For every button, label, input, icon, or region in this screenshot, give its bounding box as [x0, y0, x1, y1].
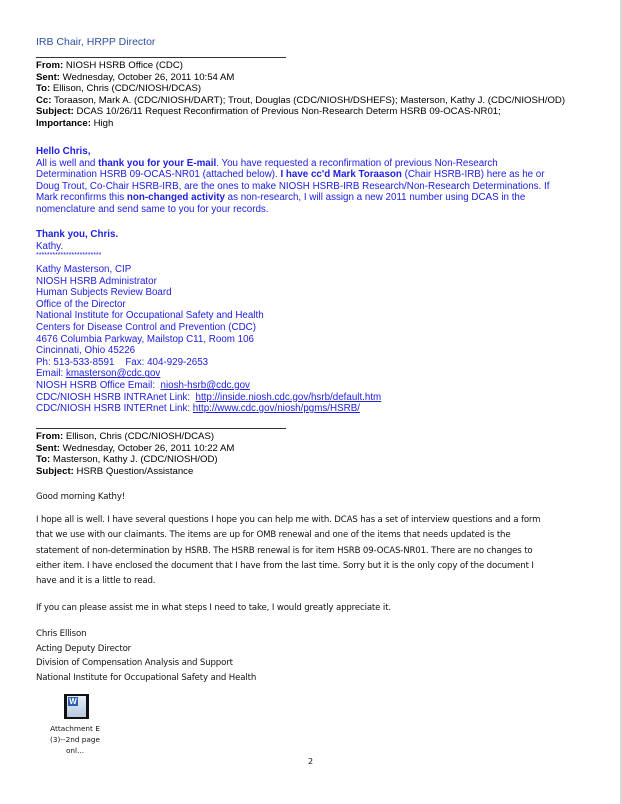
intranet-link[interactable]: http://inside.niosh.cdc.gov/hsrb/default.htm — [195, 391, 382, 403]
attachment-label[interactable] — [40, 723, 110, 756]
signature-line: National Institute for Occupational Safety and Health — [36, 310, 264, 322]
body-text: (Chair HSRB-IRB) here as he or — [401, 169, 545, 181]
reply-closing — [36, 229, 118, 260]
signature-line: National Institute for Occupational Safety and Health — [36, 672, 257, 683]
title-line: IRB Chair, HRPP Director — [36, 36, 156, 48]
importance-label: Importance: — [36, 117, 91, 129]
signature-line: Centers for Disease Control and Prevention (CDC) — [36, 321, 256, 333]
paragraph-line: that we use with our claimants. The items are up for OMB renewal and one of the items that needs updated is the — [36, 530, 511, 541]
body-text: nomenclature and send same to you for your records. — [36, 203, 269, 215]
intranet-label: CDC/NIOSH HSRB INTRAnet Link: — [36, 391, 196, 403]
signature-line: Ph: 513-533-8591 Fax: 404-929-2653 — [36, 356, 209, 368]
original-greeting: Good morning Kathy! — [36, 492, 126, 502]
word-logo: W — [69, 697, 77, 706]
body-text: Determination HSRB 09-OCAS-NR01 (attached below). — [36, 169, 281, 181]
to-label: To: — [36, 454, 51, 466]
to-value: Ellison, Chris (CDC/NIOSH/DCAS) — [52, 83, 202, 95]
email-link[interactable]: kmasterson@cdc.gov — [65, 368, 161, 380]
paragraph-line: statement of non-determination by HSRB. The HSRB renewal is for item HSRB 09-OCAS-NR01. There are no changes to — [36, 545, 533, 556]
office-email-label: NIOSH HSRB Office Email: — [36, 379, 161, 391]
office-email-link[interactable]: niosh-hsrb@cdc.gov — [160, 379, 250, 391]
signature-line: 4676 Columbia Parkway, Mailstop C11, Room 106 — [36, 333, 254, 345]
to-value: Masterson, Kathy J. (CDC/NIOSH/OD) — [52, 454, 218, 466]
paragraph-line: either item. I have enclosed the document that I have from the last time. Sorry but it is the only copy of the document I — [36, 560, 534, 571]
kathy-signature — [36, 264, 381, 415]
signature-line: Acting Deputy Director — [36, 643, 132, 654]
email-label: Email: — [36, 368, 66, 380]
internet-link[interactable]: http://www.cdc.gov/niosh/pgms/HSRB/ — [192, 403, 360, 415]
separator-stars: ************************ — [36, 252, 102, 260]
body-bold: non-changed activity — [126, 192, 225, 204]
original-closing: If you can please assist me in what steps I need to take, I would greatly appreciate it. — [36, 603, 391, 613]
divider — [36, 57, 286, 58]
attachment-name-line2: (3)--2nd page onl... — [49, 735, 101, 755]
from-value: NIOSH HSRB Office (CDC) — [65, 60, 183, 71]
body-bold: I have cc'd Mark Toraason — [280, 169, 402, 181]
divider — [36, 428, 286, 429]
reply-body — [36, 146, 549, 216]
original-email-header — [36, 431, 234, 477]
sent-label: Sent: — [36, 442, 60, 454]
chris-signature — [36, 627, 256, 685]
original-paragraph — [36, 513, 540, 589]
signature-line: Kathy Masterson, CIP — [36, 264, 132, 275]
paragraph-line: have and it is a little to read. — [36, 576, 156, 587]
from-label: From: — [36, 431, 64, 442]
signature-line: Division of Compensation Analysis and Support — [36, 658, 233, 669]
sent-value: Wednesday, October 26, 2011 10:22 AM — [62, 442, 235, 454]
attachment-name-line1: Attachment E — [50, 724, 100, 733]
greeting: Hello Chris, — [36, 146, 91, 157]
to-label: To: — [36, 83, 51, 95]
from-value: Ellison, Chris (CDC/NIOSH/DCAS) — [65, 431, 215, 442]
paragraph-line: I hope all is well. I have several questions I hope you can help me with. DCAS has a set of interview questions and a form — [36, 515, 541, 525]
subject-label: Subject: — [36, 465, 74, 477]
sender-name: Kathy. — [36, 240, 64, 252]
reply-email-header — [36, 60, 565, 130]
internet-label: CDC/NIOSH HSRB INTERnet Link: — [36, 403, 193, 415]
signature-line: Chris Ellison — [36, 629, 87, 639]
subject-value: DCAS 10/26/11 Request Reconfirmation of Previous Non-Research Determ HSRB 09-OCAS-NR01; — [76, 106, 501, 118]
body-text: All is well and — [36, 157, 99, 169]
from-label: From: — [36, 60, 64, 71]
cc-value: Toraason, Mark A. (CDC/NIOSH/DART); Trout, Douglas (CDC/NIOSH/DSHEFS); Masterson, Kathy J. (CDC/NIOSH/OD) — [53, 94, 566, 106]
signature-line: Human Subjects Review Board — [36, 287, 172, 299]
body-text: Doug Trout, Co-Chair HSRB-IRB, are the ones to make NIOSH HSRB-IRB Research/Non-Research Determinations. If — [36, 180, 550, 192]
sent-label: Sent: — [36, 71, 60, 83]
signature-line: NIOSH HSRB Administrator — [36, 275, 157, 287]
body-text: Mark reconfirms this — [36, 192, 127, 204]
word-document-icon[interactable] — [64, 694, 89, 719]
sent-value: Wednesday, October 26, 2011 10:54 AM — [62, 71, 235, 83]
thanks-line: Thank you, Chris. — [36, 229, 119, 240]
body-text: as non-research, I will assign a new 2011 number using DCAS in the — [224, 192, 526, 204]
subject-label: Subject: — [36, 106, 74, 118]
cc-label: Cc: — [36, 94, 52, 106]
page-number: 2 — [308, 757, 314, 766]
body-bold: thank you for your E-mail — [98, 157, 217, 169]
signature-line: Cincinnati, Ohio 45226 — [36, 345, 136, 357]
subject-value: HSRB Question/Assistance — [76, 465, 194, 477]
signature-line: Office of the Director — [36, 298, 126, 310]
importance-value: High — [93, 117, 114, 129]
body-text: . You have requested a reconfirmation of previous Non-Research — [216, 157, 498, 169]
